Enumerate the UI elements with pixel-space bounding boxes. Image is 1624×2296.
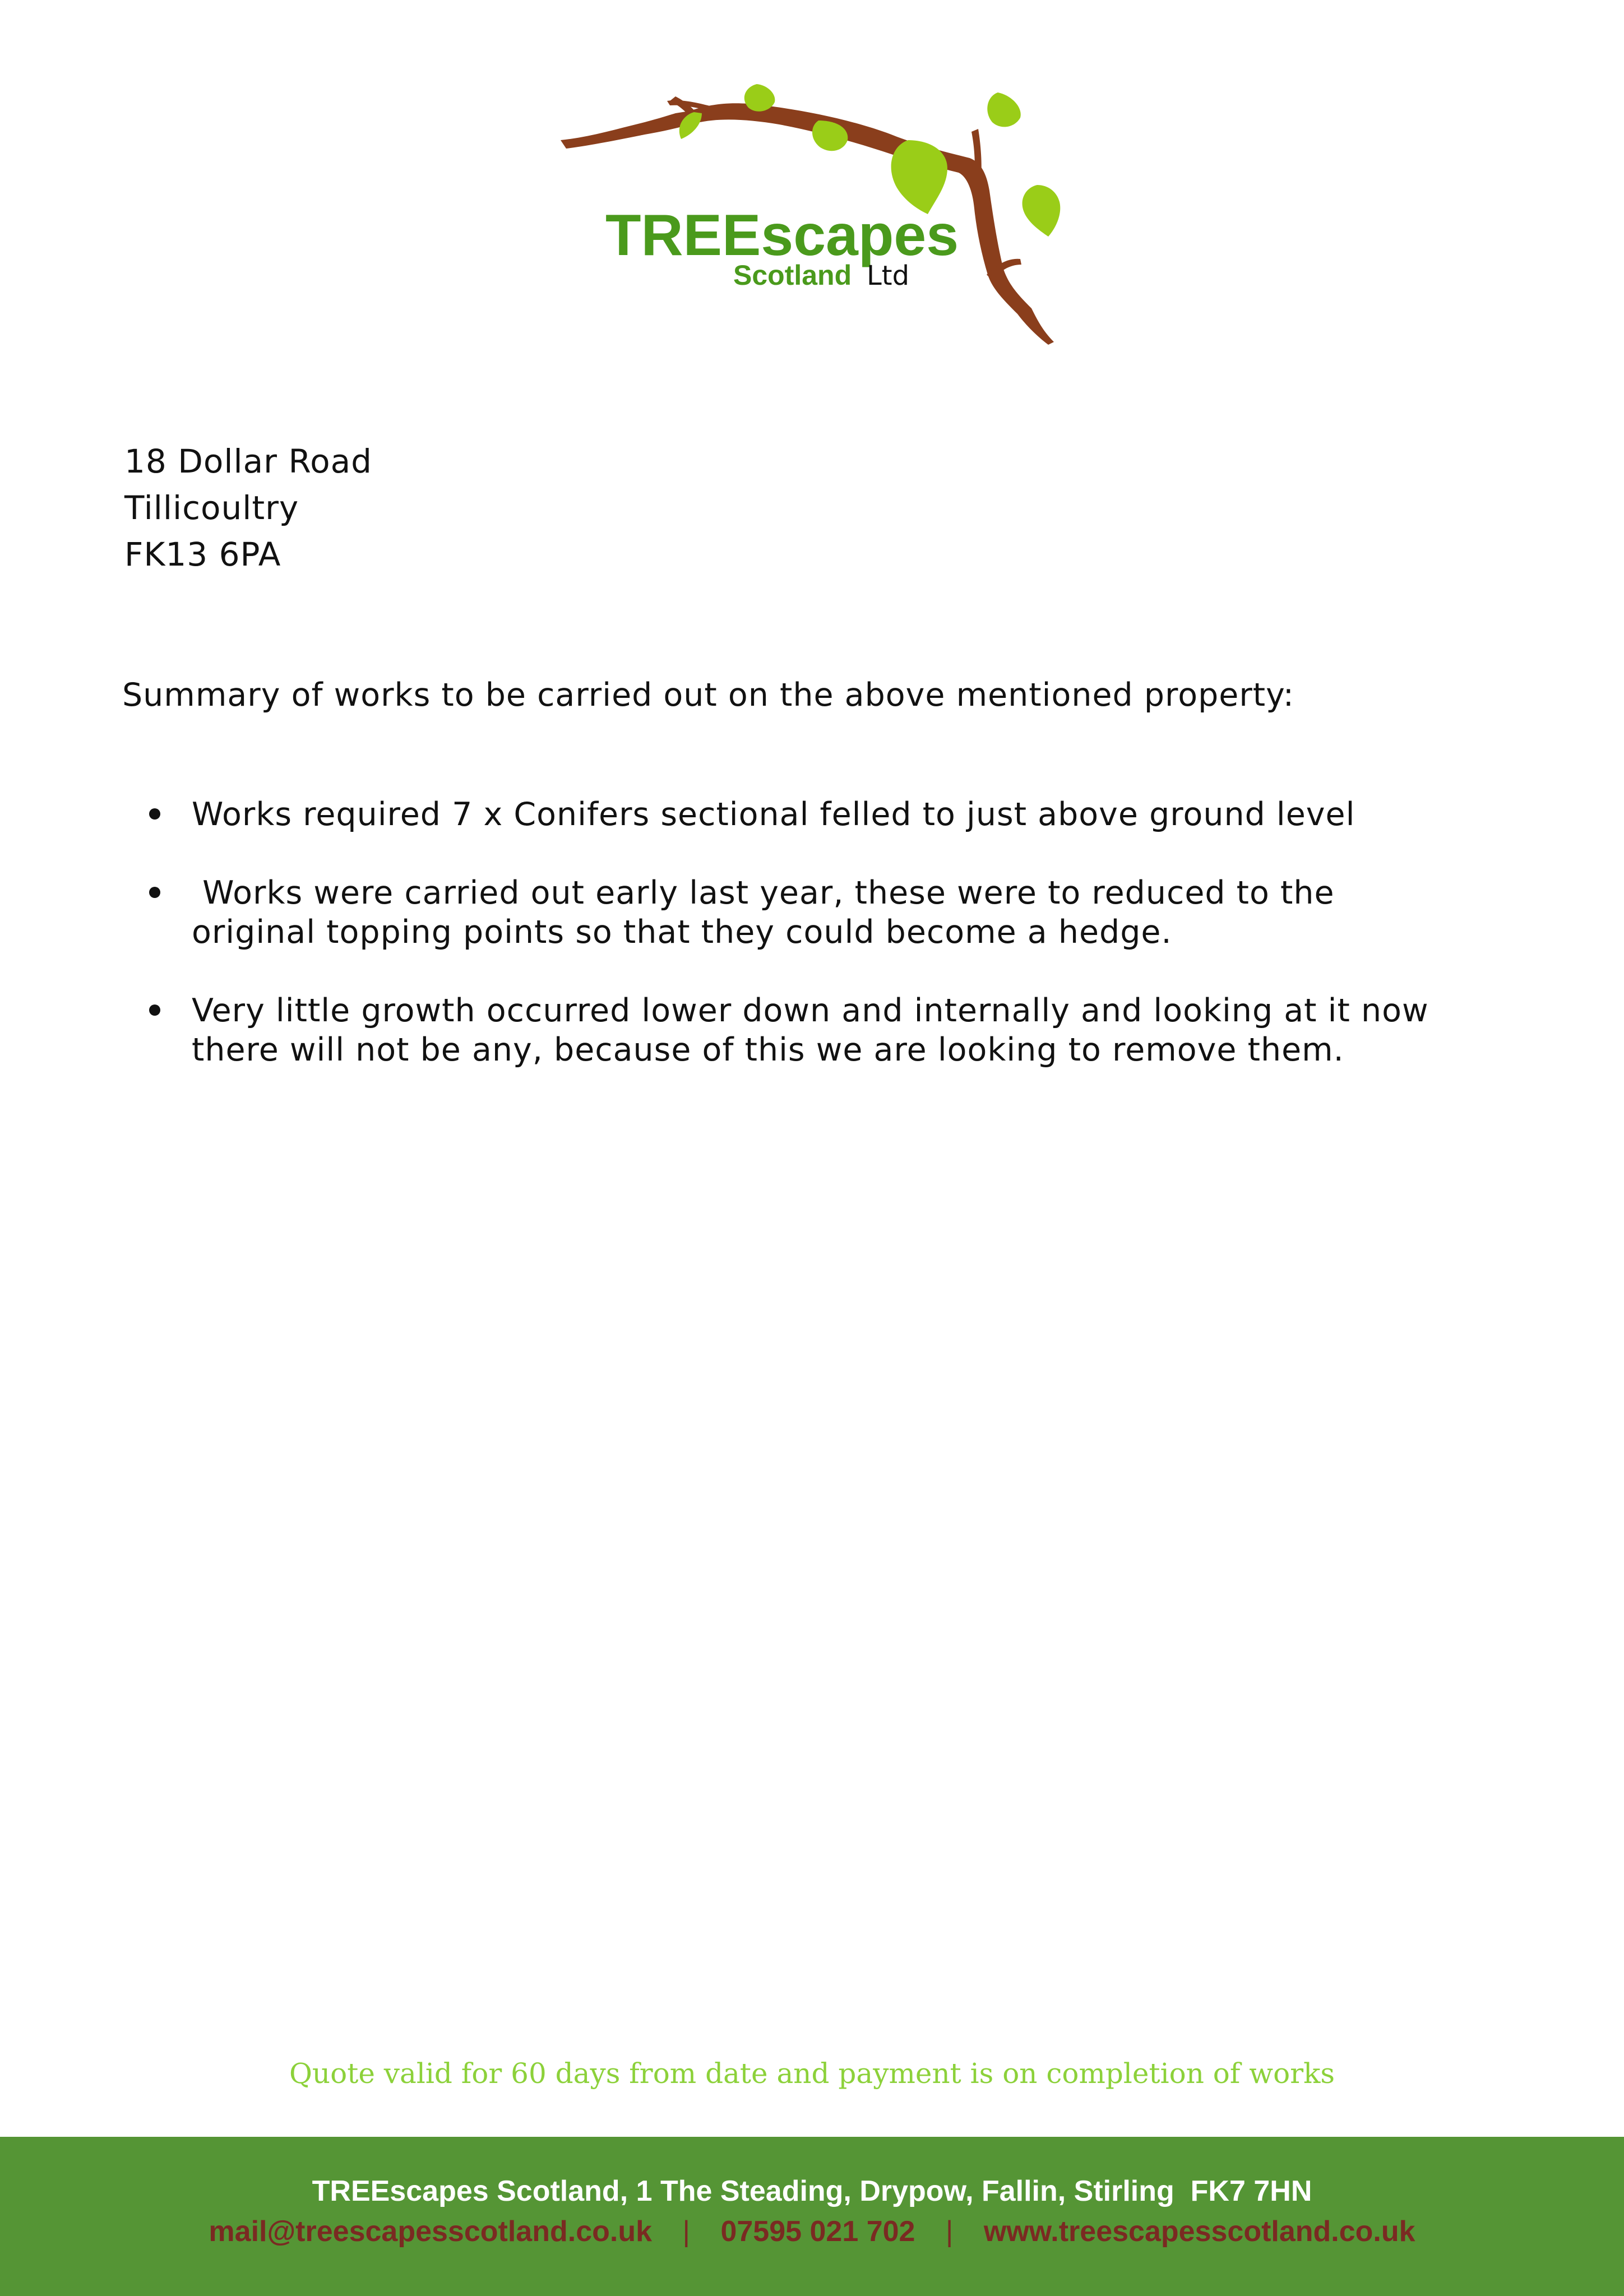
logo-suffix: Ltd (867, 260, 910, 291)
footer-band (0, 2137, 1624, 2296)
logo-leaf (1022, 185, 1061, 237)
logo-title: TREEscapes (605, 203, 959, 268)
footer-website-link[interactable]: www.treescapesscotland.co.uk (983, 2215, 1415, 2248)
bullet-icon (149, 808, 160, 820)
address-line-3: FK13 6PA (124, 535, 281, 573)
works-list-item (147, 991, 1436, 1070)
works-item-text: Works were carried out early last year, these were to reduced to the original topping points so that they could become a hedge. (192, 874, 1345, 951)
summary-heading: Summary of works to be carried out on the above mentioned property: (122, 677, 1294, 714)
footer-contacts (0, 2212, 1624, 2251)
bullet-icon (149, 1004, 160, 1016)
works-list-item (147, 873, 1436, 952)
logo-leaf (744, 84, 775, 112)
company-logo (555, 62, 1116, 353)
works-item-text: Very little growth occurred lower down and internally and looking at it now there will not be any, because of this we are looking to remove them. (192, 992, 1429, 1068)
bullet-icon (149, 887, 160, 898)
logo-leaf (987, 92, 1020, 127)
footer-phone-link[interactable]: 07595 021 702 (720, 2215, 915, 2248)
quote-validity-note: Quote valid for 60 days from date and payment is on completion of works (289, 2057, 1335, 2090)
footer-separator: | (682, 2215, 690, 2248)
address-line-1: 18 Dollar Road (124, 442, 372, 480)
address-line-2: Tillicoultry (124, 489, 299, 527)
logo-subtitle: Scotland (733, 260, 852, 291)
footer-separator: | (945, 2215, 954, 2248)
works-item-text: Works required 7 x Conifers sectional felled to just above ground level (192, 796, 1355, 833)
works-list-item (147, 795, 1436, 834)
footer-email-link[interactable]: mail@treescapesscotland.co.uk (209, 2215, 653, 2248)
footer-address: TREEscapes Scotland, 1 The Steading, Drypow, Fallin, Stirling FK7 7HN (312, 2175, 1312, 2207)
works-list (147, 795, 1436, 1109)
recipient-address (124, 438, 372, 578)
